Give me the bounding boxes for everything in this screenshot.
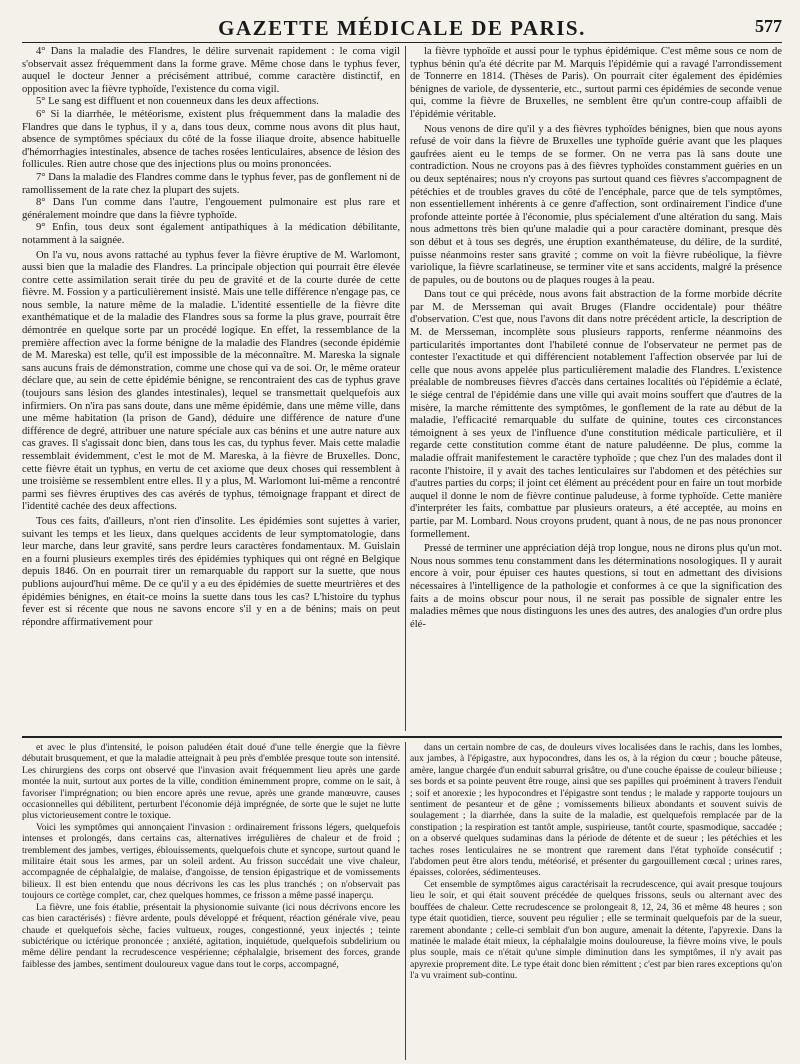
feuilleton-column-right <box>410 742 782 1060</box>
paragraph: la fièvre typhoïde et aussi pour le typhus épidémique. C'est même sous ce nom de typhus bénin qu'a été décrite par M. Marquis l'épidémie qui a ravagé l'arrondissement de Tonnerre en 1814. (Thèses de Paris). On pourrait citer également des épidémies bénignes de variole, de dyssenterie, etc., surtout parmi ces épidémies de seconde venue qui, comme la fièvre de Bruxelles, ne semblent être qu'un contre-coup affaibli de l'épidémie véritable. <box>410 46 782 120</box>
paragraph: La fièvre, une fois établie, présentait la physionomie suivante (ici nous décrivons encore les cas bien caractérisés) : fièvre ardente, pouls développé et fréquent, réaction générale vive, peau chaude et quelquefois sèche, facies vultueux, rouges, congestionné, yeux injectés ; teinte subictérique ou ictérique prononcée ; anxiété, agitation, inquiétude, quelquefois subdelirium ou même délire pendant la recrudescence vespérienne; céphalalgie, brisement des forces, grande faiblesse des jambes, sentiment douloureux vague dans tout le corps, accompagné, <box>22 901 400 970</box>
column-divider <box>405 742 406 1060</box>
paragraph: Cet ensemble de symptômes aigus caractérisait la recrudescence, qui avait presque toujours lieu le soir, et qui était souvent précédée de quelques frissons, seuls ou alternant avec des bouffées de chaleur. Cette recrudescence se prolongeait 8, 12, 24, 36 et même 48 heures ; son type était quotidien, tierce, souvent peu régulier ; elle se terminait quelquefois par de la sueur, rarement abondante ; celle-ci semblait d'un bon augure, amenait la détente, l'apyrexie. Dans la matinée le malade était mieux, la céphalalgie moins douloureuse, la fièvre moins vive, le pouls plus souple, mais ce n'était qu'une simple diminution dans les symptômes, il n'y avait pas apyrexie proprement dite. Le type était donc bien rémittent ; c'est par bien rares exceptions qu'on l'a vu vraiment sub-continu. <box>410 878 782 982</box>
article-column-left <box>22 46 400 731</box>
paragraph: Tous ces faits, d'ailleurs, n'ont rien d'insolite. Les épidémies sont sujettes à varier, suivant les temps et les lieux, dans quelques accidents de leur symptomatologie, dans leur marche, dans leur gravité, sans perdre leurs caractères fondamentaux. M. Guislain en a fourni plusieurs exemples tirés des épidémies typhiques qui ont régné en Belgique depuis 1846. On en pourrait tirer un remarquable du rapport sur la suette, que nous publions aujourd'hui même. De ce qu'il y a eu des épidémies de suette meurtrières et des épidémies bénignes, en était-ce moins la suette dans tous les cas? L'histoire du typhus fever est si récente que nous ne savons encore s'il y en a de bénins; mais on peut répondre affirmativement pour <box>22 515 400 628</box>
section-divider <box>22 736 782 738</box>
page-number: 577 <box>755 16 782 36</box>
paragraph: 4° Dans la maladie des Flandres, le délire survenait rapidement : le coma vigil s'observait assez fréquemment dans la forme grave. Même chose dans le typhus fever, auquel le docteur Jenner a précisément attribué, comme caractère distinctif, en opposition avec la fièvre typhoïde, l'existence du coma vigil. <box>22 46 400 95</box>
paragraph: On l'a vu, nous avons rattaché au typhus fever la fièvre éruptive de M. Warlomont, aussi bien que la maladie des Flandres. La principale objection qui pourrait être élevée contre cette assimilation serait tirée du peu de gravité et de la courte durée de cette fièvre. M. Fossion y a particulièrement insisté. Mais une telle différence n'engage pas, ce nous semble, la nature même de la maladie. L'identité essentielle de la fièvre dite exanthématique et de la maladie des Flandres sous sa forme la plus grave, pourrait être démontrée en quelque sorte par un procédé logique. En effet, la ressemblance de la première affection avec la forme bénigne de la maladie des Flandres (seconde épidémie de M. Mareska) est telle, qu'il est impossible de la méconnaître. M. Mareska la signale sans aucuns frais de démonstration, comme une chose qui va de soi. Or, le même orateur déclare que, au sein de cette épidémie bénigne, se rencontraient des cas de typhus grave (toujours sans lésion des glandes intestinales), lequel se transmettait quelquefois aux infirmiers. On n'ira pas sans doute, dans une même épidémie, dans une même ville, dans une même habitation (la prison de Gand), déduire une différence de nature d'une différence de degré, attribuer une nature spéciale aux cas bénins et une autre nature aux cas graves. Il s'agissait donc bien, dans tous les cas, du typhus fever. Mais cette maladie ressemblait évidemment, c'est le mot de M. Mareska, à la fièvre de Bruxelles. Donc, cette fièvre était un typhus, en vertu de cet axiome que deux choses qui ressemblent à une troisième se ressemblent entre elles. Il y a plus, M. Warlomont lui-même a rencontré parmi ses fièvres éruptives des cas avérés de typhus, témoignage frappant et direct de l'identité cachée des deux affections. <box>22 249 400 513</box>
paragraph: Dans tout ce qui précède, nous avons fait abstraction de la forme morbide décrite par M. de Mersseman qui avait Bruges (Flandre occidentale) pour théâtre d'observation. C'est que, nous l'avons dit dans notre précédent article, la description de M. de Mersseman, incomplète sous plusieurs rapports, renferme néanmoins des particularités importantes dont l'habileté connue de l'observateur ne permet pas de contester l'exactitude et qui différencient notablement l'affection observée par lui de celle que nous avons appelée plus particulièrement maladie des Flandres. L'existence préalable de nombreuses fièvres d'accès dans certaines localités où l'épidémie a éclaté, le siége central de l'épidémie dans une ville qui avait moins souffert que d'autres de la misère, la marche rémittente des symptômes, le gonflement de la rate au début de la maladie, l'efficacité remarquable du sulfate de quinine, toutes ces circonstances témoignent à ses yeux de l'influence d'une constitution médicale particulière, et il regarde cette constitution comme étant de nature paludéenne. De plus, comme la maladie offrait manifestement le caractère typhoïde ; que chez l'un des malades dont il raconte l'histoire, il y avait des taches lenticulaires sur l'abdomen et des pétéchies sur d'autres parties du corps; il joint cet élément au précédent pour en faire un tout morbide auquel il donne le nom de fièvre continue paludeuse, à forme typhoïde. Cette manière d'interpréter les faits, combattue par plusieurs orateurs, a été acceptée, au moins en partie, par M. Lombard. Nous croyons prudent, quant à nous, de ne pas nous prononcer formellement. <box>410 289 782 540</box>
paragraph: et avec le plus d'intensité, le poison paludéen était doué d'une telle énergie que la fièvre débutait brusquement, et que la maladie atteignait à peu près d'emblée presque toute son intensité. Les chirurgiens des corps ont observé que l'invasion avait fréquemment lieu après une garde montée la nuit, surtout aux portes de la ville, condition éminemment propre, comme on le sait, à favoriser l'imprégnation; ou bien encore après une revue, après une grande manœuvre, causes occasionnelles qui débilitent, perturbent l'économie déjà imprégnée, de sorte que le sujet ne lutte plus victorieusement contre le toxique. <box>22 742 400 822</box>
paragraph: 5° Le sang est diffluent et non couenneux dans les deux affections. <box>36 96 319 108</box>
article-column-right <box>410 46 782 731</box>
paragraph: 7° Dans la maladie des Flandres comme dans le typhus fever, pas de gonflement ni de ramollissement de la rate chez la plupart des sujets. <box>22 171 400 196</box>
feuilleton-column-left <box>22 742 400 1060</box>
column-divider <box>405 46 406 731</box>
paragraph: Voici les symptômes qui annonçaient l'invasion : ordinairement frissons légers, quelquefois intenses et prolongés, dans certains cas, alternatives irrégulières de chaleur et de froid ; tremblement des jambes, vertiges, éblouissements, quelquefois chute et syncope, surtout quand le militaire était sous les armes, par un soleil ardent. Au frisson succédait une vive chaleur, accompagnée de céphalalgie, de malaise, d'angoisse, de tension épigastrique et de vomissements bilieux. Il est bien entendu que nous décrivons les cas les plus tranchés ; on n'observait pas toujours ce cortège complet, car, chez quelques hommes, ce frisson a même passé inaperçu. <box>22 821 400 902</box>
page-header <box>22 14 782 43</box>
paragraph: 9° Enfin, tous deux sont également antipathiques à la médication débilitante, notamment à la saignée. <box>22 222 400 246</box>
paragraph: Nous venons de dire qu'il y a des fièvres typhoïdes bénignes, bien que nous ayons refusé de voir dans la fièvre de Bruxelles une typhoïde guérie avant que les plaques gaufrées aient eu le temps de se former. On ne verra pas là sans doute une contradiction. Nous ne croyons pas à des fièvres typhoïdes constamment guéries en un ou deux septénaires; nous n'y croyons pas surtout quand ces fièvres s'accompagnent de pétéchies et de troubles graves du côté de l'encéphale, parce que de tels symptômes, non essentiellement inhérents à ce genre d'affection, sont ordinairement l'indice d'une profonde atteinte portée à l'économie, plus spécialement d'une altération du sang. Mais nous admettons très bien qu'une maladie qui a pour caractère dominant, presque dès son début et à tous ses degrés, une éruption exanthémateuse, du délire, de la surdité, puisse néanmoins rester sans gravité ; comme on voit la fièvre rubéolique, la fièvre variolique, la fièvre scarlatineuse, se terminer vite et sans accidents, malgré la présence de papules, ou de boutons ou de plaques rouges à la peau. <box>410 123 782 286</box>
paragraph: 6° Si la diarrhée, le météorisme, existent plus fréquemment dans la maladie des Flandres que dans le typhus, il y a, dans tous deux, comme nous avons dit plus haut, absence de symptômes spéciaux du côté de la fosse iliaque droite, absence habituelle d'hémorrhagies intestinales, absence de taches rosées lenticulaires, absence de lésion des follicules. Rien autre chose que des injections plus ou moins prononcées. <box>22 108 400 171</box>
paragraph: dans un certain nombre de cas, de douleurs vives localisées dans le rachis, dans les lombes, aux jambes, à l'épigastre, aux hypocondres, dans les os, à la région du cœur ; bouche pâteuse, amère, langue chargée d'un enduit saburral grisâtre, ou d'une couche épaisse de couleur bilieuse ; ses bords et sa pointe peuvent être rouge, ainsi que ses papilles qui proéminent à travers l'enduit ; soif et anorexie ; les hypocondres et l'épigastre sont tendus ; le malade y rapporte toujours un sentiment de pesanteur et de gêne ; vomissements bilieux abondants et souvent suivis de soulagement ; la diarrhée, dans la suite de la maladie, est quelquefois remplacée par de la constipation ; la respiration est tantôt ample, suspirieuse, tantôt courte, spasmodique, saccadée ; on a observé quelques sudaminas dans la période de détente et de sueur ; les pétéchies et les taches roses lenticulaires ne se montrent que rarement dans l'état typhoïde consécutif ; l'abdomen peut être alors tendu, météorisé, et présenter du gargouillement cœcal ; urines rares, épaisses, colorées, sédimenteuses. <box>410 742 782 879</box>
paragraph: Pressé de terminer une appréciation déjà trop longue, nous ne dirons plus qu'un mot. Nous nous sommes tenu constamment dans les déterminations nosologiques. Il y aurait encore à voir, pour épuiser ces hautes questions, si tout en admettant des divisions nécessaires à l'intelligence de la pathologie et conformes à ce que la signification des faits a de moins obscur pour nous, il ne serait pas possible de signaler entre les maladies mêmes que nous distinguons les unes des autres, des analogies d'un ordre plus élé- <box>410 543 782 630</box>
paragraph: 8° Dans l'un comme dans l'autre, l'engouement pulmonaire est plus rare et généralement moindre que dans la fièvre typhoïde. <box>22 197 400 221</box>
journal-title: GAZETTE MÉDICALE DE PARIS. <box>218 16 586 40</box>
